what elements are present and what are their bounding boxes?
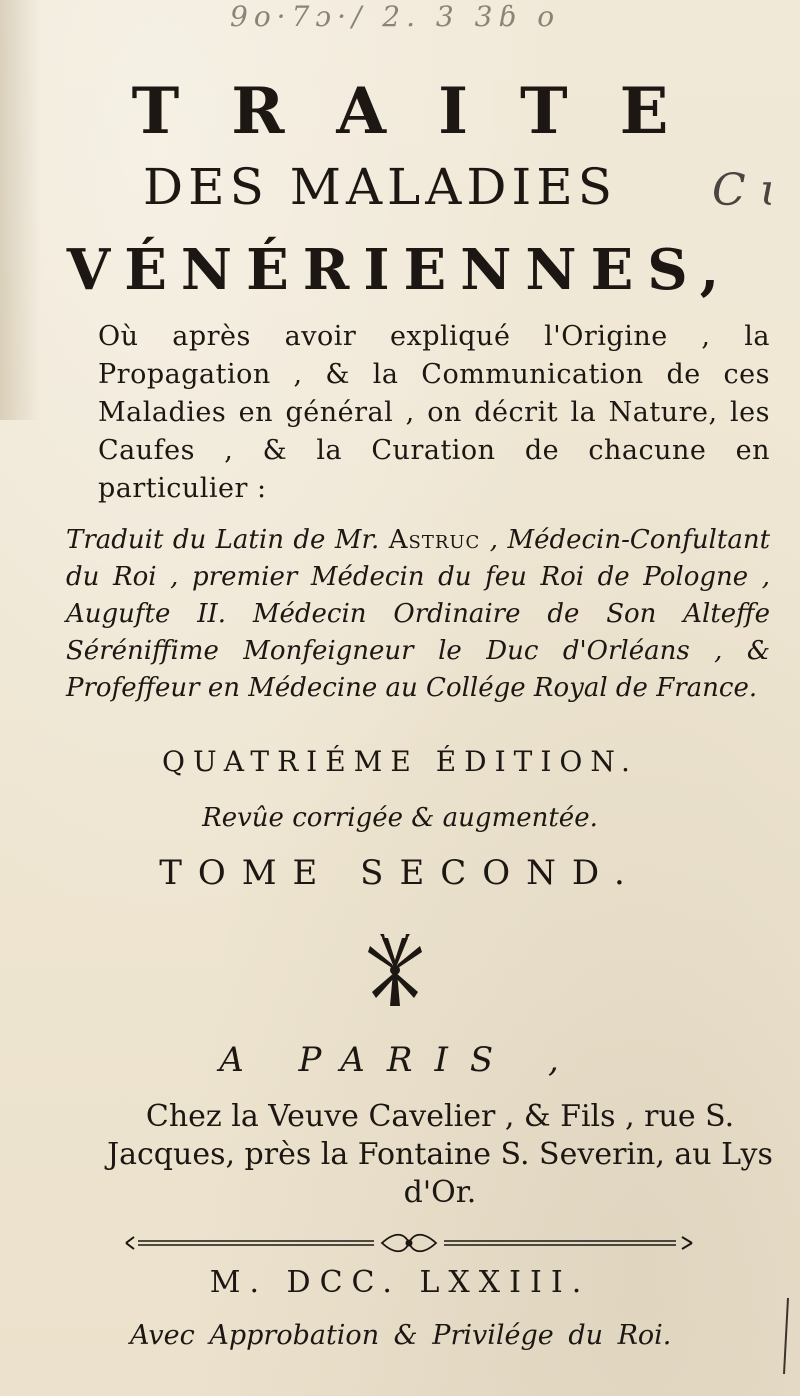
publication-date: M. DCC. LXXIII. [209, 1265, 591, 1300]
handwritten-shelf-mark: 9o·7ɔ·/ 2. 3 3ɓ o [230, 0, 561, 33]
author-name: Astruc [388, 525, 481, 555]
printers-ornament-icon [360, 930, 430, 1010]
approbation-line: Avec Approbation & Privilége du Roi. [130, 1320, 672, 1351]
margin-handwriting: C ɩ [712, 165, 777, 216]
publisher-address: Chez la Veuve Cavelier , & Fils , rue S. Jacques, près la Fontaine S. Severin, au Lys d'Or. [107, 1099, 773, 1210]
subtitle-line-2: VÉNÉRIENNES, [66, 237, 734, 303]
volume-line: TOME SECOND. [159, 853, 641, 893]
ornamental-rule-icon [124, 1232, 694, 1254]
translation-credit [66, 522, 770, 707]
corner-pencil-mark-icon [778, 1296, 792, 1376]
paper-stain [0, 0, 40, 420]
description-paragraph: Où après avoir expliqué l'Origine , la Propagation , & la Communication de ces Maladies en général , on décrit la Nature, les Caufes , & la Curation de chacune en particulier : [98, 321, 770, 504]
imprint-city: A PARIS , [219, 1040, 581, 1080]
revision-line: Revûe corrigée & augmentée. [202, 803, 598, 833]
author-titles: , Médecin-Confultant du Roi , premier Médecin du feu Roi de Pologne , Augufte II. Médecin Ordinaire de Son Alteffe Séréniffime Monfeigneur le Duc d'Orléans , & Profeffeur en Médecine au Collége Royal de France. [66, 525, 771, 703]
book-title: TRAITE [131, 74, 721, 149]
subtitle-line-1: DES MALADIES [143, 158, 617, 216]
translation-intro: Traduit du Latin de Mr. [66, 525, 380, 555]
edition-line: QUATRIÉME ÉDITION. [162, 745, 638, 778]
